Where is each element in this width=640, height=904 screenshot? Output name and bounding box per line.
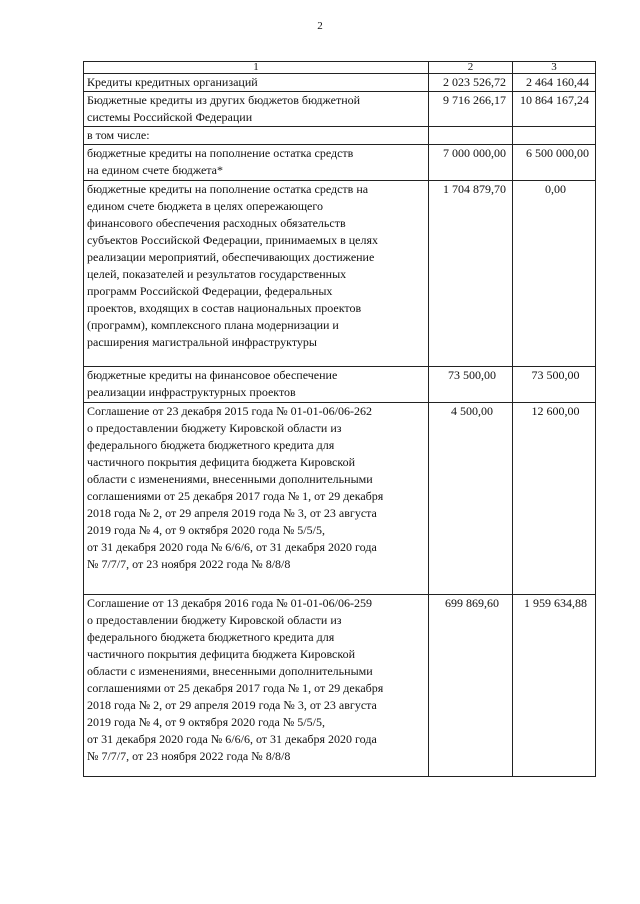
row-value-col2: 1 704 879,70 — [429, 181, 513, 367]
row-value-col2 — [429, 127, 513, 145]
row-value-col2: 699 869,60 — [429, 595, 513, 777]
row-description: бюджетные кредиты на финансовое обеспечение реализации инфраструктурных проектов — [84, 367, 429, 403]
row-value-col3: 2 464 160,44 — [513, 74, 596, 92]
table-header-row — [84, 62, 596, 74]
row-value-col3: 10 864 167,24 — [513, 92, 596, 127]
row-description: бюджетные кредиты на пополнение остатка средств на едином счете бюджета в целях опережающего финансового обеспечения расходных обязательств субъектов Российской Федерации, принимаемых в целях реализации мероприятий, обеспечивающих достижение целей, показателей и результатов государственных программ Российской Федерации, федеральных проектов, входящих в состав национальных проектов (программ), комплексного плана модернизации и расширения магистральной инфраструктуры — [84, 181, 429, 367]
row-description: бюджетные кредиты на пополнение остатка средств на едином счете бюджета* — [84, 145, 429, 181]
row-value-col2: 4 500,00 — [429, 403, 513, 595]
row-value-col3: 0,00 — [513, 181, 596, 367]
row-value-col3: 6 500 000,00 — [513, 145, 596, 181]
row-value-col3: 73 500,00 — [513, 367, 596, 403]
row-description: Кредиты кредитных организаций — [84, 74, 429, 92]
table-row — [84, 145, 596, 181]
table-row — [84, 74, 596, 92]
table-row — [84, 403, 596, 595]
row-description: Бюджетные кредиты из других бюджетов бюджетной системы Российской Федерации — [84, 92, 429, 127]
column-header-3: 3 — [513, 62, 596, 74]
table-row — [84, 181, 596, 367]
row-description: в том числе: — [84, 127, 429, 145]
table-row — [84, 595, 596, 777]
row-value-col2: 7 000 000,00 — [429, 145, 513, 181]
row-description: Соглашение от 13 декабря 2016 года № 01-01-06/06-259 о предоставлении бюджету Кировской области из федерального бюджета бюджетного кредита для частичного покрытия дефицита бюджета Кировской области с изменениями, внесенными дополнительными соглашениями от 25 декабря 2017 года № 1, от 29 декабря 2018 года № 2, от 29 апреля 2019 года № 3, от 23 августа 2019 года № 4, от 9 октября 2020 года № 5/5/5, от 31 декабря 2020 года № 6/6/6, от 31 декабря 2020 года № 7/7/7, от 23 ноября 2022 года № 8/8/8 — [84, 595, 429, 777]
table-row — [84, 367, 596, 403]
table-row — [84, 127, 596, 145]
row-description: Соглашение от 23 декабря 2015 года № 01-01-06/06-262 о предоставлении бюджету Кировской области из федерального бюджета бюджетного кредита для частичного покрытия дефицита бюджета Кировской области с изменениями, внесенными дополнительными соглашениями от 25 декабря 2017 года № 1, от 29 декабря 2018 года № 2, от 29 апреля 2019 года № 3, от 23 августа 2019 года № 4, от 9 октября 2020 года № 5/5/5, от 31 декабря 2020 года № 6/6/6, от 31 декабря 2020 года № 7/7/7, от 23 ноября 2022 года № 8/8/8 — [84, 403, 429, 595]
table-row — [84, 92, 596, 127]
row-value-col3: 12 600,00 — [513, 403, 596, 595]
row-value-col3: 1 959 634,88 — [513, 595, 596, 777]
debt-table — [83, 61, 596, 777]
row-value-col2: 2 023 526,72 — [429, 74, 513, 92]
column-header-2: 2 — [429, 62, 513, 74]
row-value-col2: 73 500,00 — [429, 367, 513, 403]
row-value-col2: 9 716 266,17 — [429, 92, 513, 127]
column-header-1: 1 — [84, 62, 429, 74]
row-value-col3 — [513, 127, 596, 145]
page-number: 2 — [317, 20, 323, 32]
